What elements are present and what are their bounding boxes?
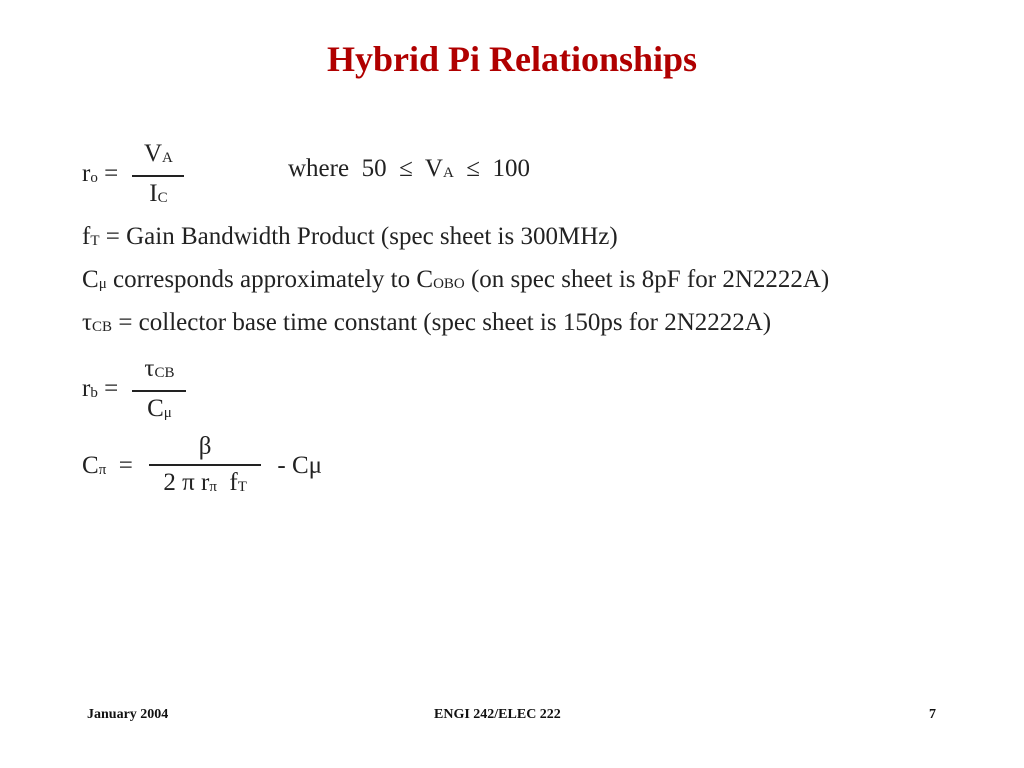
fraction-bar [149,464,261,466]
footer-page-number: 7 [929,707,936,722]
cpi-equation [82,432,322,502]
ft-line: fT = Gain Bandwidth Product (spec sheet is 300MHz) [82,223,618,250]
cpi-fraction: $\frac{\beta}{\text{2 π rπ fT}}$ [149,432,261,502]
slide-title: Hybrid Pi Relationships [326,39,698,79]
ro-equation [82,139,184,213]
tau-line: τCB = collector base time constant (spec sheet is 150ps for 2N2222A) [82,309,772,336]
footer-date: January 2004 [87,707,169,722]
cpi-tail: - Cμ [277,451,323,479]
footer-course: ENGI 242/ELEC 222 [434,707,561,722]
rb-fraction: $\frac{\text{τCB}}{C\mu}$ [132,354,186,428]
va-range: where 50 ≤ VA ≤ 100 [288,155,531,182]
ro-lhs: ro = [82,160,119,188]
rb-equation [82,354,186,428]
ro-fraction: $\frac{VA}{IC}$ [132,139,184,213]
cmu-line: Cμ corresponds approximately to COBO (on spec sheet is 8pF for 2N2222A) [82,266,830,293]
cpi-lhs: Cπ = [82,451,133,479]
rb-lhs: rb = [82,375,119,403]
fraction-bar [132,390,186,392]
fraction-bar [132,175,184,177]
